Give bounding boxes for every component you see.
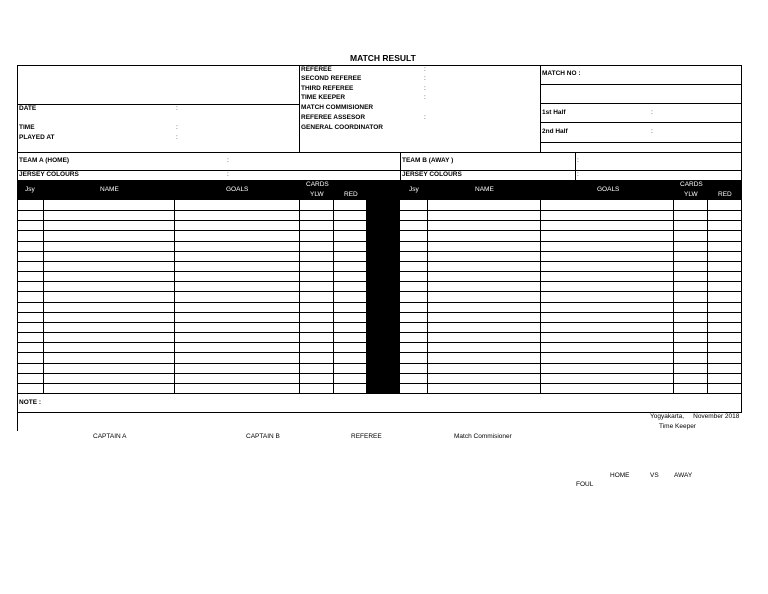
team-a-row-line bbox=[17, 302, 367, 303]
team-a-column-line bbox=[43, 200, 44, 393]
team-a-row-line bbox=[17, 363, 367, 364]
referee-assesor-colon: : bbox=[424, 114, 426, 121]
third-referee-label: THIRD REFEREE bbox=[301, 85, 354, 92]
match-no-label: MATCH NO : bbox=[542, 70, 581, 77]
team-b-column-line bbox=[540, 200, 541, 393]
time-keeper-label: TIME KEEPER bbox=[301, 94, 346, 101]
team-b-row-line bbox=[400, 241, 742, 242]
team-b-row-line bbox=[400, 220, 742, 221]
team-b-row-line bbox=[400, 281, 742, 282]
team-b-red-header: RED bbox=[718, 191, 732, 198]
team-b-cards-header: CARDS bbox=[680, 181, 703, 188]
team-a-label: TEAM A (HOME) bbox=[19, 157, 70, 164]
team-a-cards-header: CARDS bbox=[306, 181, 329, 188]
team-a-row-line bbox=[17, 271, 367, 272]
referee-assesor-label: REFEREE ASSESOR bbox=[301, 114, 366, 121]
captain-a-label: CAPTAIN A bbox=[93, 433, 127, 440]
team-a-row-line bbox=[17, 312, 367, 313]
team-b-row-line bbox=[400, 230, 742, 231]
team-b-row-line bbox=[400, 363, 742, 364]
team-a-row-line bbox=[17, 241, 367, 242]
away-label: AWAY bbox=[674, 472, 693, 479]
second-half-label: 2nd Half bbox=[542, 128, 568, 135]
team-a-jsy-header: Jsy bbox=[25, 186, 35, 193]
team-a-row-line bbox=[17, 251, 367, 252]
match-commisioner-label: MATCH COMMISIONER bbox=[301, 104, 374, 111]
team-a-row-line bbox=[17, 220, 367, 221]
second-referee-label: SECOND REFEREE bbox=[301, 75, 362, 82]
referee-signature-label: REFEREE bbox=[351, 433, 382, 440]
team-b-row-line bbox=[400, 302, 742, 303]
team-b-row-line bbox=[400, 322, 742, 323]
team-a-row-line bbox=[17, 383, 367, 384]
foul-label: FOUL bbox=[576, 481, 594, 488]
played-at-colon: : bbox=[176, 134, 178, 141]
team-a-row-line bbox=[17, 281, 367, 282]
team-b-row-line bbox=[400, 312, 742, 313]
team-a-row-line bbox=[17, 291, 367, 292]
team-a-column-line bbox=[299, 200, 300, 393]
team-b-row-line bbox=[400, 261, 742, 262]
team-b-row-line bbox=[400, 332, 742, 333]
team-a-row-line bbox=[17, 210, 367, 211]
vs-label: VS bbox=[650, 472, 659, 479]
date-label: DATE bbox=[19, 105, 37, 112]
team-b-row-line bbox=[400, 383, 742, 384]
team-b-row-line bbox=[400, 210, 742, 211]
team-a-row-line bbox=[17, 322, 367, 323]
place-date: Yogyakarta, November 2018 bbox=[650, 413, 740, 420]
team-b-label: TEAM B (AWAY ) bbox=[402, 157, 454, 164]
time-keeper-signature-label: Time Keeper bbox=[659, 423, 696, 430]
time-label: TIME bbox=[19, 124, 35, 131]
team-b-row-line bbox=[400, 251, 742, 252]
first-half-label: 1st Half bbox=[542, 109, 566, 116]
second-referee-colon: : bbox=[424, 75, 426, 82]
team-a-ylw-header: YLW bbox=[310, 191, 324, 198]
team-a-jersey-label: JERSEY COLOURS bbox=[19, 171, 79, 178]
team-b-row-line bbox=[400, 352, 742, 353]
team-a-red-header: RED bbox=[344, 191, 358, 198]
second-half-colon: : bbox=[651, 128, 653, 135]
team-a-goals-header: GOALS bbox=[226, 186, 249, 193]
team-a-column-line bbox=[333, 200, 334, 393]
time-colon: : bbox=[176, 124, 178, 131]
team-a-column-line bbox=[174, 200, 175, 393]
home-label: HOME bbox=[610, 472, 630, 479]
team-b-row-line bbox=[400, 373, 742, 374]
team-b-jsy-header: Jsy bbox=[409, 186, 419, 193]
team-a-row-line bbox=[17, 373, 367, 374]
team-a-row-line bbox=[17, 332, 367, 333]
team-a-column-line bbox=[17, 200, 18, 393]
first-half-colon: : bbox=[651, 109, 653, 116]
team-b-jersey-label: JERSEY COLOURS bbox=[402, 171, 462, 178]
roster-header-band bbox=[17, 180, 742, 200]
team-a-row-line bbox=[17, 261, 367, 262]
time-keeper-colon: : bbox=[424, 94, 426, 101]
team-b-row-line bbox=[400, 271, 742, 272]
referee-label: REFEREE bbox=[301, 66, 332, 73]
team-b-name-header: NAME bbox=[475, 186, 494, 193]
page-title: MATCH RESULT bbox=[350, 53, 416, 63]
team-b-column-line bbox=[741, 200, 742, 393]
team-b-column-line bbox=[673, 200, 674, 393]
team-b-row-line bbox=[400, 291, 742, 292]
team-a-colon: : bbox=[227, 157, 229, 164]
team-b-column-line bbox=[427, 200, 428, 393]
team-a-row-line bbox=[17, 230, 367, 231]
team-a-jersey-colon: : bbox=[227, 171, 229, 178]
team-b-row-line bbox=[400, 342, 742, 343]
team-a-row-line bbox=[17, 352, 367, 353]
team-a-row-line bbox=[17, 342, 367, 343]
team-a-name-header: NAME bbox=[100, 186, 119, 193]
center-separator bbox=[367, 200, 400, 393]
team-a-column-line bbox=[366, 200, 367, 393]
team-b-column-line bbox=[707, 200, 708, 393]
referee-colon: : bbox=[424, 66, 426, 73]
played-at-label: PLAYED AT bbox=[19, 134, 55, 141]
third-referee-colon: : bbox=[424, 85, 426, 92]
general-coordinator-label: GENERAL COORDINATOR bbox=[301, 124, 383, 131]
team-b-goals-header: GOALS bbox=[597, 186, 620, 193]
team-b-jersey-colon: : bbox=[577, 171, 579, 178]
note-label: NOTE : bbox=[19, 399, 42, 406]
team-b-ylw-header: YLW bbox=[684, 191, 698, 198]
team-b-colon: : bbox=[577, 157, 579, 164]
captain-b-label: CAPTAIN B bbox=[246, 433, 280, 440]
date-colon: : bbox=[176, 105, 178, 112]
match-commisioner-signature-label: Match Commisioner bbox=[454, 433, 512, 440]
